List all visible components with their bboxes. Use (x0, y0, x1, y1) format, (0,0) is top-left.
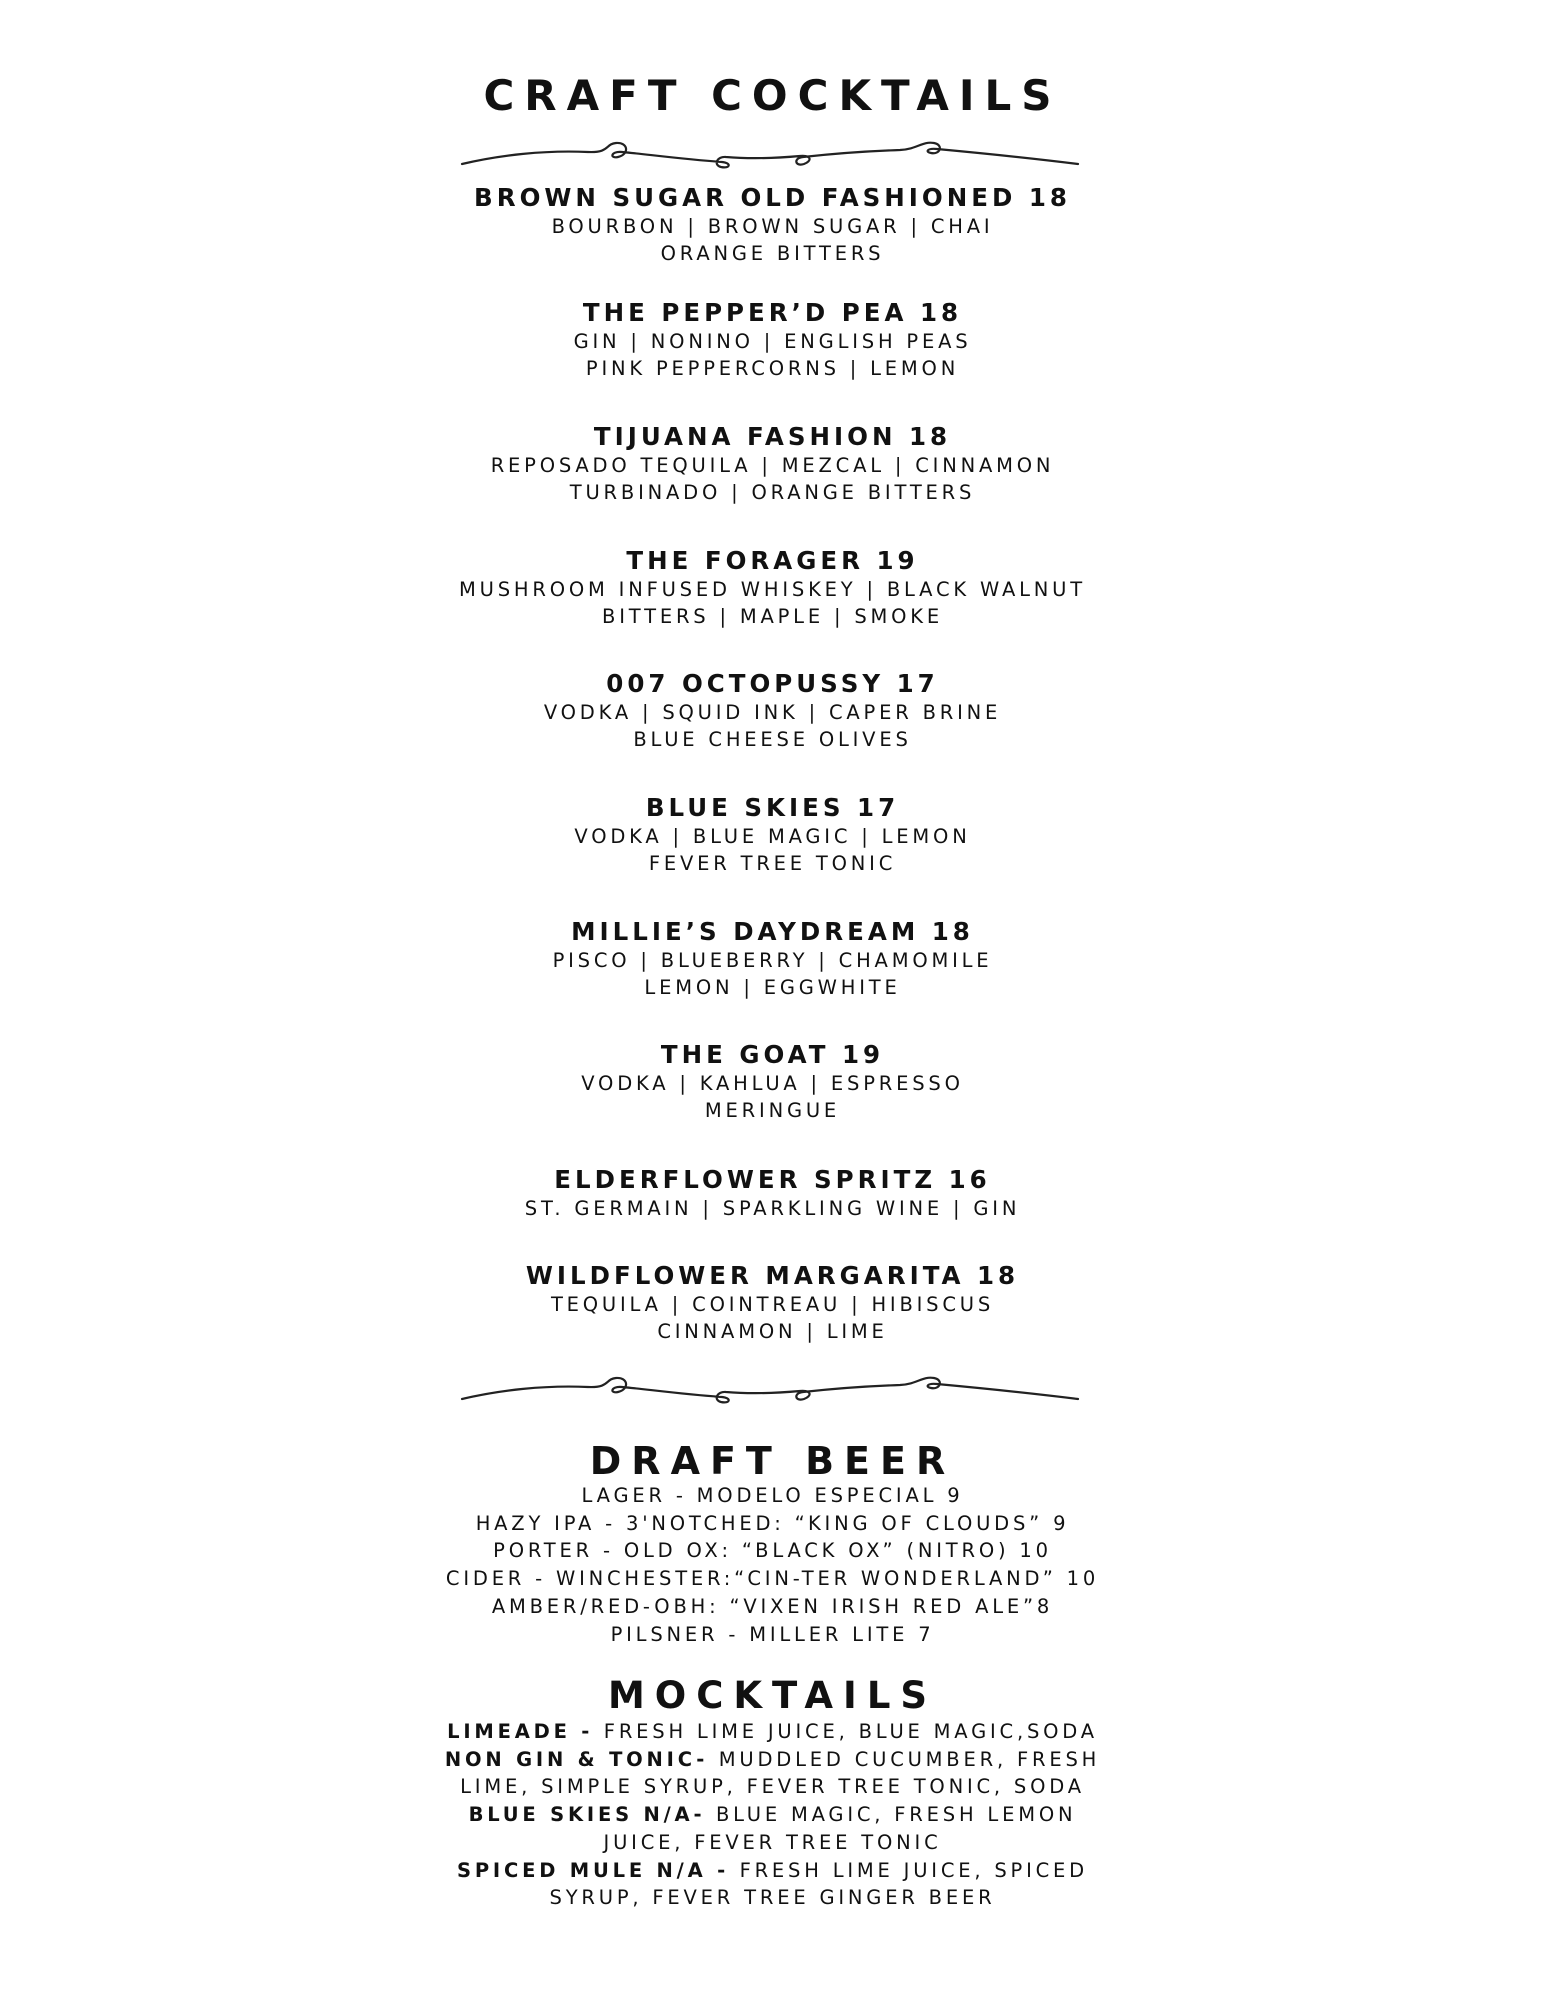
mocktail-line (0, 1829, 1545, 1857)
mocktails-title: MOCKTAILS (607, 1674, 938, 1717)
drink-ingredients: VODKA | KAHLUA | ESPRESSO (581, 1072, 964, 1095)
drink-item (0, 793, 1545, 877)
craft-cocktails-title: CRAFT COCKTAILS (483, 71, 1062, 120)
flourish-divider-top (460, 138, 1080, 178)
beer-item: AMBER/RED-OBH: “VIXEN IRISH RED ALE”8 (491, 1594, 1054, 1618)
mocktail-line (0, 1857, 1545, 1885)
drink-name: TIJUANA FASHION 18 (593, 422, 952, 451)
mocktail-ingredients: FRESH LIME JUICE, SPICED (739, 1858, 1088, 1882)
mocktail-list (0, 1718, 1545, 1912)
drink-item (0, 422, 1545, 506)
drink-ingredients: REPOSADO TEQUILA | MEZCAL | CINNAMON (490, 454, 1055, 477)
mocktail-ingredients: BLUE MAGIC, FRESH LEMON (715, 1803, 1077, 1827)
mocktail-name: NON GIN & TONIC- (444, 1747, 719, 1771)
drink-item (0, 546, 1545, 630)
drink-ingredients: TEQUILA | COINTREAU | HIBISCUS (550, 1293, 995, 1316)
drink-name: BROWN SUGAR OLD FASHIONED 18 (474, 183, 1071, 212)
drink-item (0, 298, 1545, 382)
drink-name: WILDFLOWER MARGARITA 18 (525, 1261, 1020, 1290)
drink-item (0, 183, 1545, 267)
mocktail-ingredients: SYRUP, FEVER TREE GINGER BEER (549, 1886, 996, 1910)
drink-ingredients: CINNAMON | LIME (657, 1320, 888, 1343)
mocktail-line (0, 1746, 1545, 1774)
beer-item: HAZY IPA - 3'NOTCHED: “KING OF CLOUDS” 9 (475, 1511, 1070, 1535)
drink-name: MILLIE’S DAYDREAM 18 (571, 917, 974, 946)
drink-ingredients: VODKA | SQUID INK | CAPER BRINE (543, 701, 1002, 724)
drink-item (0, 1165, 1545, 1222)
drink-ingredients: PISCO | BLUEBERRY | CHAMOMILE (552, 949, 993, 972)
beer-item: PORTER - OLD OX: “BLACK OX” (NITRO) 10 (493, 1539, 1052, 1563)
drink-item (0, 1261, 1545, 1345)
mocktail-ingredients: JUICE, FEVER TREE TONIC (603, 1830, 942, 1854)
drink-item (0, 1040, 1545, 1124)
drink-ingredients: TURBINADO | ORANGE BITTERS (569, 481, 976, 504)
drink-ingredients: BOURBON | BROWN SUGAR | CHAI (551, 215, 994, 238)
mocktail-ingredients: LIME, SIMPLE SYRUP, FEVER TREE TONIC, SODA (460, 1775, 1085, 1799)
mocktail-ingredients: MUDDLED CUCUMBER, FRESH (718, 1747, 1101, 1771)
drink-name: THE PEPPER’D PEA 18 (582, 298, 963, 327)
beer-item: PILSNER - MILLER LITE 7 (610, 1622, 935, 1646)
mocktail-name: LIMEADE - (447, 1720, 604, 1743)
mocktail-line (0, 1801, 1545, 1829)
mocktail-line (0, 1773, 1545, 1801)
mocktail-name: SPICED MULE N/A - (456, 1858, 740, 1882)
mocktail-name: BLUE SKIES N/A- (468, 1803, 716, 1827)
drink-name: 007 OCTOPUSSY 17 (606, 669, 939, 698)
flourish-divider-bottom (460, 1373, 1080, 1413)
mocktail-line (0, 1884, 1545, 1912)
drink-ingredients: MUSHROOM INFUSED WHISKEY | BLACK WALNUT (459, 578, 1086, 601)
drink-ingredients: ORANGE BITTERS (660, 242, 885, 265)
drink-item (0, 669, 1545, 753)
drink-ingredients: MERINGUE (704, 1099, 841, 1122)
drink-name: ELDERFLOWER SPRITZ 16 (554, 1165, 991, 1194)
drink-ingredients: VODKA | BLUE MAGIC | LEMON (574, 825, 971, 848)
drink-ingredients: GIN | NONINO | ENGLISH PEAS (573, 330, 972, 353)
drink-ingredients: ST. GERMAIN | SPARKLING WINE | GIN (524, 1197, 1021, 1220)
mocktail-ingredients: FRESH LIME JUICE, BLUE MAGIC,SODA (603, 1720, 1098, 1743)
drink-ingredients: PINK PEPPERCORNS | LEMON (585, 357, 960, 380)
drink-name: THE GOAT 19 (660, 1040, 885, 1069)
drink-name: BLUE SKIES 17 (645, 793, 900, 822)
beer-list (0, 1482, 1545, 1648)
drink-ingredients: BITTERS | MAPLE | SMOKE (602, 605, 943, 628)
drink-ingredients: BLUE CHEESE OLIVES (633, 728, 912, 751)
drink-item (0, 917, 1545, 1001)
beer-item: LAGER - MODELO ESPECIAL 9 (581, 1484, 964, 1507)
drink-ingredients: LEMON | EGGWHITE (644, 976, 901, 999)
drink-name: THE FORAGER 19 (626, 546, 919, 575)
draft-beer-title: DRAFT BEER (589, 1439, 956, 1483)
mocktail-line (0, 1718, 1545, 1746)
drink-ingredients: FEVER TREE TONIC (648, 852, 897, 875)
beer-item: CIDER - WINCHESTER:“CIN-TER WONDERLAND” 10 (445, 1567, 1100, 1591)
